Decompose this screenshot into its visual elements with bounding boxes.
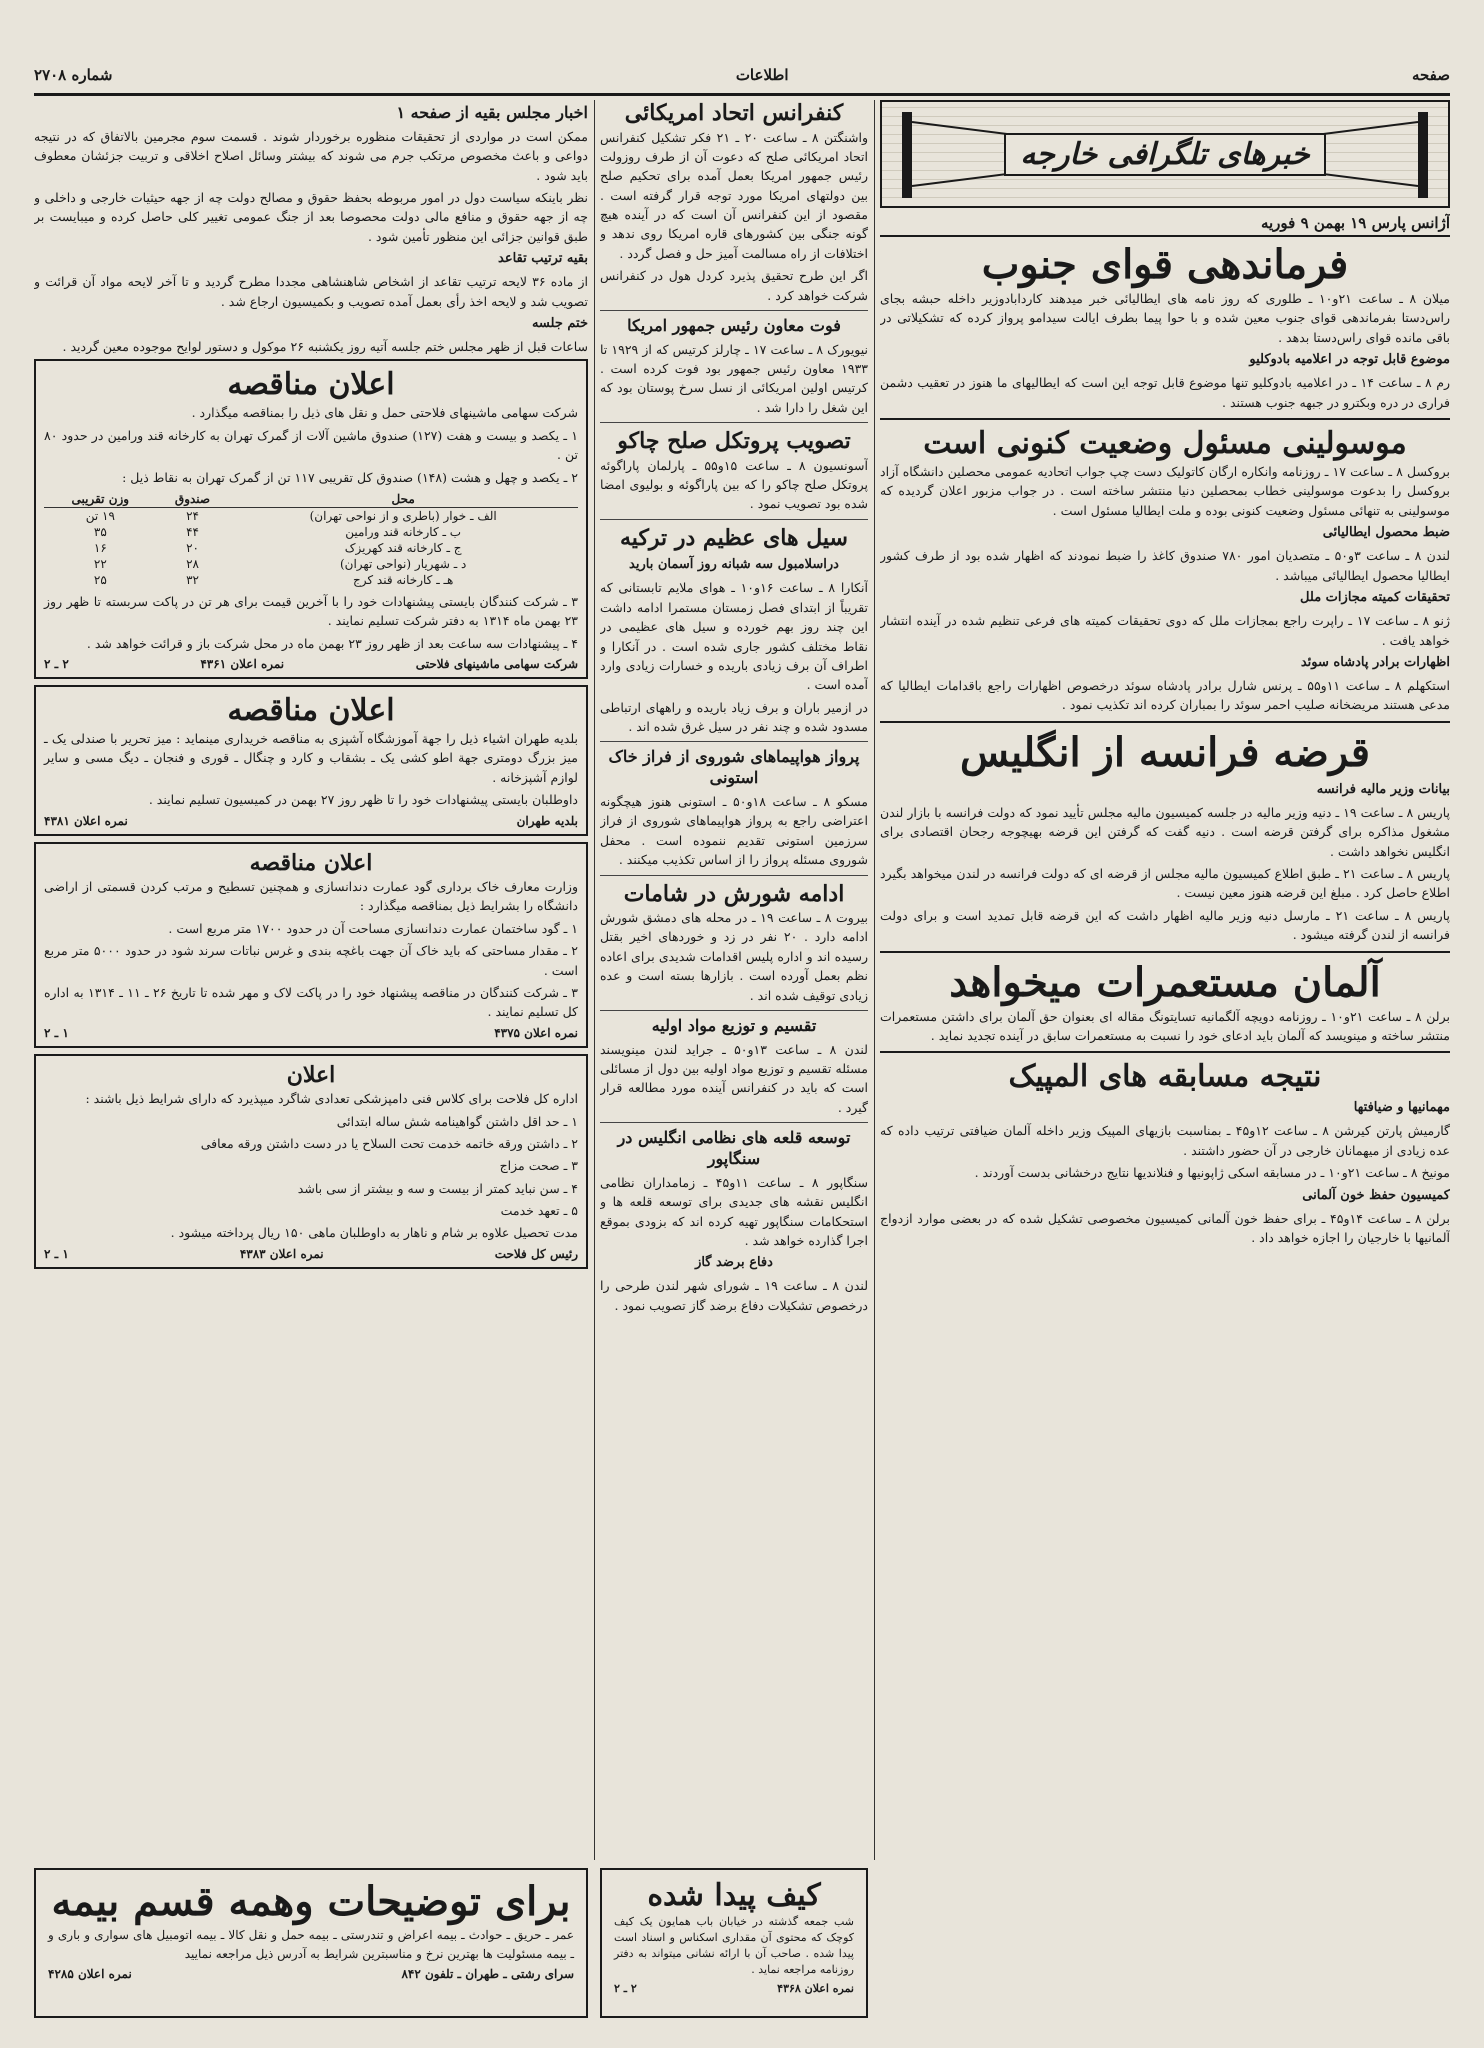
column-header: وزن تقریبی bbox=[44, 491, 157, 508]
article-text: برلن ۸ ـ ساعت ۲۱و۱۰ ـ روزنامه دویچه آلگمانیه تسایتونگ مقاله ای بعنوان حق آلمان برای داشتن مستعمرات منتشر ساخته و مینویسد که آلمان باید ادعای خود را نسبت به مستعمرات سابق در آینده تجدید نماید . bbox=[880, 1008, 1450, 1043]
ad-text: شب جمعه گذشته در خیابان باب همایون یک کیف کوچک که محتوی آن مقداری اسکناس و اسناد است پیدا شده . صاحب آن با ارائه نشانی میتواند به دفتر روزنامه مراجعه نماید . bbox=[614, 1915, 854, 1976]
table-cell: هـ ـ کارخانه قند کرج bbox=[353, 572, 454, 587]
page-label: صفحه bbox=[1411, 65, 1450, 84]
table-cell: ۲۰ bbox=[186, 540, 199, 555]
table-cell: ۲۴ bbox=[186, 508, 199, 523]
column-header: محل bbox=[228, 491, 578, 508]
notice-text: مدت تحصیل علاوه بر شام و ناهار به داوطلبان ماهی ۱۵۰ ریال پرداخته میشود . bbox=[170, 1225, 578, 1241]
subheading: بیانات وزیر مالیه فرانسه bbox=[1316, 781, 1450, 797]
table-cell: ۱۶ bbox=[93, 540, 107, 555]
ad-title: برای توضیحات وهمه قسم بیمه bbox=[51, 1878, 571, 1925]
article-text: ژنو ۸ ـ ساعت ۱۷ ـ راپرت راجع بمجازات ملل که دوی تحقیقات کمیته های فرعی تنظیم شده در آینده انتشار خواهد یافت . bbox=[880, 613, 1450, 648]
insurance-ad bbox=[34, 1868, 588, 2018]
article-text: واشنگتن ۸ ـ ساعت ۲۰ ـ ۲۱ فکر تشکیل کنفرانس اتحاد امریکائی صلح که دعوت آن از طرف روزولت رئیس جمهور امریکا بعمل آمده برای تحکیم صلح بین دولتهای امریکا مورد توجه قرار گرفته است . مقصود از این کنفرانس آن است که در آینده هیچ گونه جنگی بین کشورهای قاره امریکا روی ندهد و اختلافات از راه مسالمت آمیز حل و فصل گردد . bbox=[600, 129, 868, 261]
headline: آلمان مستعمرات میخواهد bbox=[949, 958, 1381, 1006]
admission-notice bbox=[34, 1054, 588, 1269]
subheading: اظهارات برادر پادشاه سوئد bbox=[1300, 654, 1450, 670]
dateline: آژانس پارس ۱۹ بهمن ۹ فوریه bbox=[880, 214, 1450, 237]
list-item: ۵ ـ تعهد خدمت bbox=[500, 1203, 578, 1219]
article-text: میلان ۸ ـ ساعت ۲۱و۱۰ ـ طلوری که روز نامه های ایطالیائی خبر میدهند کاردابادوزیر داخله حبشه بجای راس‌دستا بفرماندهی قوای جنوب معین شده و با حوا پیما بطرف ایالت سیدامو پرواز کرده که تشکیلاتی در باقی مانده قوای راس‌دستا بدهد . bbox=[880, 291, 1450, 345]
notice-code: ۲ ـ ۲ bbox=[614, 1981, 637, 1995]
headline: قرضه فرانسه از انگلیس bbox=[959, 728, 1371, 776]
notice-text: داوطلبان بایستی پیشنهادات خود را تا ظهر روز ۲۷ بهمن در کمیسیون تسلیم نمایند . bbox=[148, 792, 578, 808]
article-text: آسونسیون ۸ ـ ساعت ۱۵و۵۵ ـ پارلمان پاراگوئه پروتکل صلح چاکو را که بین پاراگوئه و بولیوی امضا شده بود تصویب نمود . bbox=[600, 457, 868, 512]
column-rule bbox=[594, 100, 595, 1860]
notices-column bbox=[34, 100, 588, 1860]
headline: ادامه شورش در شامات bbox=[623, 880, 845, 907]
notice-title: اعلان bbox=[286, 1061, 336, 1088]
table-row bbox=[44, 540, 578, 556]
headline: تصویب پروتکل صلح چاکو bbox=[617, 428, 851, 455]
notice-text: وزارت معارف خاک برداری گود عمارت دندانسازی و همچنین تسطیح و مرتب کردن قسمتی از اراضی دانشگاه را بشرایط ذیل بمناقصه میگذارد : bbox=[44, 879, 578, 914]
article-text: اگر این طرح تحقیق پذیرد کردل هول در کنفرانس شرکت خواهد کرد . bbox=[600, 268, 868, 303]
article-text: رم ۸ ـ ساعت ۱۴ ـ در اعلامیه بادوکلیو تنها موضوع قابل توجه این است که ایطالیهای ما هنوز در تعقیب دشمن فراری در دره وبکترو در جبهه جنوب هستند . bbox=[880, 375, 1450, 410]
ad-text: عمر ـ حریق ـ حوادث ـ بیمه اعراض و تندرستی ـ بیمه حمل و نقل کالا ـ بیمه اتومبیل های سواری و باری و ـ بیمه مسئولیت ها بهترین نرخ و مناسبترین شرایط به آدرس ذیل مراجعه نمایید bbox=[48, 1928, 574, 1961]
ad-title: کیف پیدا شده bbox=[647, 1878, 821, 1913]
notice-number: نمره اعلان ۴۳۷۵ bbox=[494, 1025, 578, 1040]
advertiser: شرکت سهامی ماشینهای فلاحتی bbox=[415, 657, 578, 672]
tender-notice bbox=[34, 359, 588, 679]
article-text: پاریس ۸ ـ ساعت ۱۹ ـ دنیه وزیر مالیه در جلسه کمیسیون مالیه مجلس تأیید نمود که دولت فرانسه با بازار لندن مشغول مذاکره برای گرفتن قرضه است . دنیه گفت که گرفتن این قرضه بهیچوجه رجحان اقتصادی برای انگلیس نخواهد داشت . bbox=[880, 804, 1450, 859]
notice-text: ۱ ـ یکصد و بیست و هفت (۱۲۷) صندوق ماشین آلات از گمرک تهران به کارخانه قند ورامین در حدود ۸۰ تن . bbox=[44, 427, 578, 463]
tender-notice bbox=[34, 842, 588, 1048]
article-text: آنکارا ۸ ـ ساعت ۱۶و۱۰ ـ هوای ملایم تابستانی که تقریباً از ابتدای فصل زمستان مستمرا ادامه داشت این چند روز بهم خورده و سیل های عظیمی در نقاط مختلف کشور جاری شده است . در آنکارا و اطراف آن برف زیادی باریده و خسارات زیادی وارد آمده است . bbox=[600, 580, 868, 693]
masthead bbox=[34, 56, 1450, 96]
notice-code: ۱ ـ ۲ bbox=[44, 1025, 69, 1040]
notice-text: بلدیه طهران اشیاء ذیل را جهة آموزشگاه آشپزی به مناقصه خریداری مینماید : میز تحریر با صندلی یک ـ میز بزرگ دومتری جهة اطو کشی یک ـ بشقاب و کارد و چنگال ـ قوری و فنجان ـ دیگ مسی و سایر لوازم آشپزخانه . bbox=[44, 731, 578, 785]
paper-name: اطلاعات bbox=[735, 65, 789, 84]
subheading: مهمانیها و ضیافتها bbox=[1353, 1100, 1450, 1116]
ad-address: سرای رشتی ـ طهران ـ تلفون ۸۴۲ bbox=[401, 1967, 574, 1982]
notice-text: ۲ ـ مقدار مساحتی که باید خاک آن جهت باغچه بندی و غرس نباتات سرند شود در حدود ۵۰۰۰ متر مربع است . bbox=[44, 943, 578, 978]
table-cell: ۲۸ bbox=[186, 556, 199, 571]
lost-wallet-ad bbox=[600, 1868, 868, 2018]
notice-text: ۲ ـ یکصد و چهل و هشت (۱۴۸) صندوق کل تقریبی ۱۱۷ تن از گمرک تهران به نقاط ذیل : bbox=[122, 469, 578, 485]
advertiser: رئیس کل فلاحت bbox=[494, 1246, 578, 1261]
table-cell: د ـ شهریار (نواحی تهران) bbox=[339, 556, 467, 571]
notice-text: ۴ ـ پیشنهادات سه ساعت بعد از ظهر روز ۲۳ بهمن ماه در محل شرکت باز و قرائت خواهد شد . bbox=[86, 635, 578, 651]
notice-number: نمره اعلان ۴۳۸۱ bbox=[44, 813, 128, 828]
subheading: تحقیقات کمیته مجازات ملل bbox=[1300, 590, 1450, 606]
subheading: موضوع قابل توجه در اعلامیه بادوکلیو bbox=[1249, 352, 1450, 368]
article-text: بیروت ۸ ـ ساعت ۱۹ ـ در محله های دمشق شورش ادامه دارد . ۲۰ نفر در زد و خوردهای اخیر بقتل رسیده اند و اداره پلیس اقدامات شدیدی برای اعاده نظم بعمل آورده است . بازارها بسته است و عده زیادی توقیف شده اند . bbox=[600, 910, 868, 1003]
table-row bbox=[44, 507, 578, 524]
article-text: نیویورک ۸ ـ ساعت ۱۷ ـ چارلز کرتیس که از ۱۹۲۹ تا ۱۹۳۳ معاون رئیس جمهور بود فوت کرده است . کرتیس اولین امریکائی از نسل سرخ پوستان بود که این شغل را دارا شد . bbox=[600, 341, 868, 415]
list-item: ۴ ـ سن نباید کمتر از بیست و سه و بیشتر از سی باشد bbox=[297, 1180, 578, 1196]
article-text: سنگاپور ۸ ـ ساعت ۱۱و۴۵ ـ زمامداران نظامی انگلیس نقشه های جدیدی برای توسعه قلعه ها و استحکامات سنگاپور تهیه کرده اند که بزودی بموقع اجرا گذارده خواهد شد . bbox=[600, 1174, 868, 1248]
headline: فرماندهی قوای جنوب bbox=[981, 241, 1349, 288]
article-text: گارمیش پارتن کیرشن ۸ ـ ساعت ۱۲و۴۵ ـ بمناسبت بازیهای المپیک وزیر داخله آلمان ضیافتی ترتیب داده که عده زیادی از میهمانان خارجی در آن حضور داشتند . bbox=[880, 1123, 1450, 1158]
notice-text: ۳ ـ شرکت کنندگان در مناقصه پیشنهاد خود را در پاکت لاک و مهر شده تا تاریخ ۲۶ ـ ۱۱ ـ ۱۳۱۴ به اداره کل تسلیم نمایند . bbox=[44, 984, 579, 1020]
article-text: لندن ۸ ـ ساعت ۱۹ ـ شورای شهر لندن طرحی را درخصوص تشکیلات دفاع برضد گاز تصویب نمود . bbox=[600, 1278, 868, 1313]
notice-title: اعلان مناقصه bbox=[227, 693, 395, 729]
headline: سیل های عظیم در ترکیه bbox=[620, 524, 848, 551]
notice-number: نمره اعلان ۴۳۸۳ bbox=[239, 1246, 324, 1261]
table-cell: ۲۵ bbox=[93, 572, 107, 587]
table-cell: ب ـ کارخانه قند ورامین bbox=[345, 524, 462, 539]
article-text: در ازمیر باران و برف زیاد باریده و راههای ارتباطی مسدود شده و چند نفر در سیل غرق شده اند . bbox=[600, 699, 868, 735]
notice-text: ۱ ـ گود ساختمان عمارت دندانسازی مساحت آن در حدود ۱۷۰۰ متر مربع است . bbox=[168, 920, 578, 936]
article-text: ساعات قبل از ظهر مجلس ختم جلسه آتیه روز یکشنبه ۲۶ موکول و دستور لوایح موجوده معین گردید . bbox=[62, 339, 588, 355]
list-item: ۲ ـ داشتن ورقه خاتمه خدمت تحت السلاح یا در دست داشتن ورقه معافی bbox=[200, 1135, 578, 1151]
article-text: از ماده ۳۶ لایحه ترتیب تقاعد از اشخاص شاهنشاهی مجددا مطرح گردید و تا آخر لایحه مواد آن قرائت و تصویب شد و لایحه اخذ رأی بعمل آمده تصویب و بکمیسیون ارجاع شد . bbox=[34, 274, 588, 309]
article-text: ممکن است در مواردی از تحقیقات منظوره برخوردار شوند . قسمت سوم مجرمین بالاتفاق که در نتیجه دواعی و باعث مخصوص مرتکب جرم می شوند که بیشتر وسائل اصلاح اخلاقی و تربیت جزئشان معطوف باید شود . bbox=[34, 128, 588, 183]
subheading: دفاع برضد گاز bbox=[695, 1255, 773, 1271]
list-item: ۳ ـ صحت مزاج bbox=[499, 1158, 578, 1174]
notice-text: شرکت سهامی ماشینهای فلاحتی حمل و نقل های ذیل را بمناقصه میگذارد . bbox=[191, 405, 578, 421]
notice-code: ۱ ـ ۲ bbox=[44, 1246, 69, 1261]
table-cell: ۲۲ bbox=[93, 556, 107, 571]
subheading: کمیسیون حفظ خون آلمانی bbox=[1302, 1187, 1450, 1203]
article-text: برلن ۸ ـ ساعت ۱۴و۴۵ ـ برای حفظ خون آلمانی کمیسیون مخصوصی تشکیل شده که در بعضی موارد ازدواج آلمانیها با خارجیان را اجازه خواهد داد . bbox=[880, 1210, 1450, 1246]
table-cell: الف ـ خوار (باطری و از نواحی تهران) bbox=[309, 508, 497, 523]
table-cell: ۳۲ bbox=[186, 572, 199, 587]
article-text: مسکو ۸ ـ ساعت ۱۸و۵۰ ـ استونی هنوز هیچگونه اعتراضی راجع به پرواز هواپیماهای شوروی از فراز سرزمین استونی تقدیم ننموده است . محفل شوروی مسئله پرواز را از اساس تکذیب میکنند . bbox=[600, 794, 868, 868]
table-cell: ۴۴ bbox=[186, 524, 199, 539]
headline: فوت معاون رئیس جمهور امریکا bbox=[627, 315, 841, 335]
subheading: دراسلامبول سه شبانه روز آسمان بارید bbox=[629, 557, 839, 573]
headline: تقسیم و توزیع مواد اولیه bbox=[651, 1015, 817, 1035]
table-row bbox=[44, 572, 578, 588]
article-text: مونیخ ۸ ـ ساعت ۲۱و۱۰ ـ در مسابقه اسکی ژاپونیها و فنلاندیها نتایج درخشانی بدست آوردند . bbox=[974, 1165, 1450, 1181]
notice-title: اعلان مناقصه bbox=[249, 849, 373, 876]
subheading: ختم جلسه bbox=[531, 315, 588, 331]
headline: پرواز هواپیماهای شوروی از فراز خاک استونی bbox=[608, 747, 860, 788]
article-text: لندن ۸ ـ ساعت ۱۳و۵۰ ـ جراید لندن مینویسند مسئله تقسیم و توزیع مواد اولیه بین دول از مسائلی است که باید در کنفرانس آینده مورد مطالعه قرار گیرد . bbox=[600, 1041, 868, 1115]
table-cell: ج ـ کارخانه قند کهریزک bbox=[344, 540, 462, 555]
article-text: استکهلم ۸ ـ ساعت ۱۱و۵۵ ـ پرنس شارل برادر پادشاه سوئد درخصوص اظهارات راجع باقدامات ایطالیا که مدعی هستند مریضخانه صلیب احمر سوئد را بمباران کرده اند تکذیب نمود . bbox=[880, 678, 1450, 713]
notice-number: نمره اعلان ۴۲۸۵ bbox=[48, 1967, 132, 1982]
foreign-news-column bbox=[880, 100, 1450, 1860]
headline: موسولینی مسئول وضعیت کنونی است bbox=[923, 426, 1407, 462]
notice-code: ۲ ـ ۲ bbox=[44, 657, 69, 672]
article-text: پاریس ۸ ـ ساعت ۲۱ ـ مارسل دنیه وزیر مالیه اظهار داشت که این قرضه قابل تمدید است و برای دولت فرانسه از لندن گرفته میشود . bbox=[880, 907, 1450, 943]
notice-text: اداره کل فلاحت برای کلاس فنی دامپزشکی تعدادی شاگرد میپذیرد که دارای شرایط ذیل باشند : bbox=[85, 1091, 578, 1107]
article-text: پاریس ۸ ـ ساعت ۲۱ ـ طبق اطلاع کمیسیون مالیه مجلس از قرضه ای که دولت فرانسه در لندن میخواهد بگیرد اطلاع حاصل کرد . مبلغ این قرضه هنوز معین نیست . bbox=[880, 866, 1450, 901]
headline: نتیجه مسابقه های المپیک bbox=[1008, 1059, 1322, 1095]
headline: کنفرانس اتحاد امریکائی bbox=[624, 100, 844, 126]
table-cell: ۳۵ bbox=[93, 524, 107, 539]
headline: اخبار مجلس بقیه از صفحه ۱ bbox=[396, 103, 588, 122]
tender-notice bbox=[34, 685, 588, 836]
shipment-table bbox=[44, 491, 578, 588]
table-row bbox=[44, 524, 578, 540]
subheading: ضبط محصول ایطالیائی bbox=[1322, 525, 1450, 541]
table-cell: ۱۹ تن bbox=[85, 508, 115, 523]
advertiser: بلدیه طهران bbox=[516, 813, 578, 828]
list-item: ۱ ـ حد اقل داشتن گواهینامه شش ساله ابتدائی bbox=[336, 1113, 578, 1129]
article-text: لندن ۸ ـ ساعت ۳و۵۰ ـ متصدیان امور ۷۸۰ صندوق کاغذ را ضبط نمودند که اظهار شده بود از طرف کشور ایطالیا محصول ایطالیائی میباشد . bbox=[880, 548, 1450, 583]
article-text: نظر باینکه سیاست دول در امور مربوطه بحفظ حقوق و مصالح دولت چه از جهه حیثیات خارجی و داخلی و چه از جهه حقوق و منافع مالی دولت محصوصا بعد از جنگ عمومی تغییر کلی حاصل کرده و میبایست بر طبق قوانین جزائی این منظور تأمین شود . bbox=[34, 189, 588, 244]
article-text: بروکسل ۸ ـ ساعت ۱۷ ـ روزنامه وانکاره ارگان کاتولیک دست چپ جواب اتحادیه عمومی محصلین دانشگاه آزاد بروکسل را بدعوت موسولینی خطاب بمحصلین دنیا منتشر ساخته است . در جواب مزبور اعلان گردیده که موسولینی به تنهائی مسئول وضعیت کنونی بوده و ملت ایطالیا مسئول است . bbox=[880, 464, 1450, 518]
section-logo bbox=[880, 100, 1450, 208]
world-news-column bbox=[600, 100, 868, 1860]
subheading: بقیه ترتیب تقاعد bbox=[498, 251, 588, 267]
issue-number: شماره ۲۷۰۸ bbox=[34, 65, 113, 84]
notice-text: ۳ ـ شرکت کنندگان بایستی پیشنهادات خود را با آخرین قیمت برای هر تن در پاکت سربسته تا ظهر روز ۲۳ بهمن ماه ۱۳۱۴ به دفتر شرکت تسلیم نمایند . bbox=[44, 593, 578, 629]
notice-number: نمره اعلان ۴۳۶۱ bbox=[200, 657, 285, 672]
column-rule bbox=[874, 100, 875, 1860]
section-title: خبرهای تلگرافی خارجه bbox=[1004, 133, 1325, 176]
notice-number: نمره اعلان ۴۳۶۸ bbox=[777, 1981, 854, 1995]
column-header: صندوق bbox=[157, 491, 229, 508]
headline: توسعه قلعه های نظامی انگلیس در سنگاپور bbox=[617, 1128, 851, 1168]
notice-title: اعلان مناقصه bbox=[227, 367, 395, 403]
table-row bbox=[44, 556, 578, 572]
